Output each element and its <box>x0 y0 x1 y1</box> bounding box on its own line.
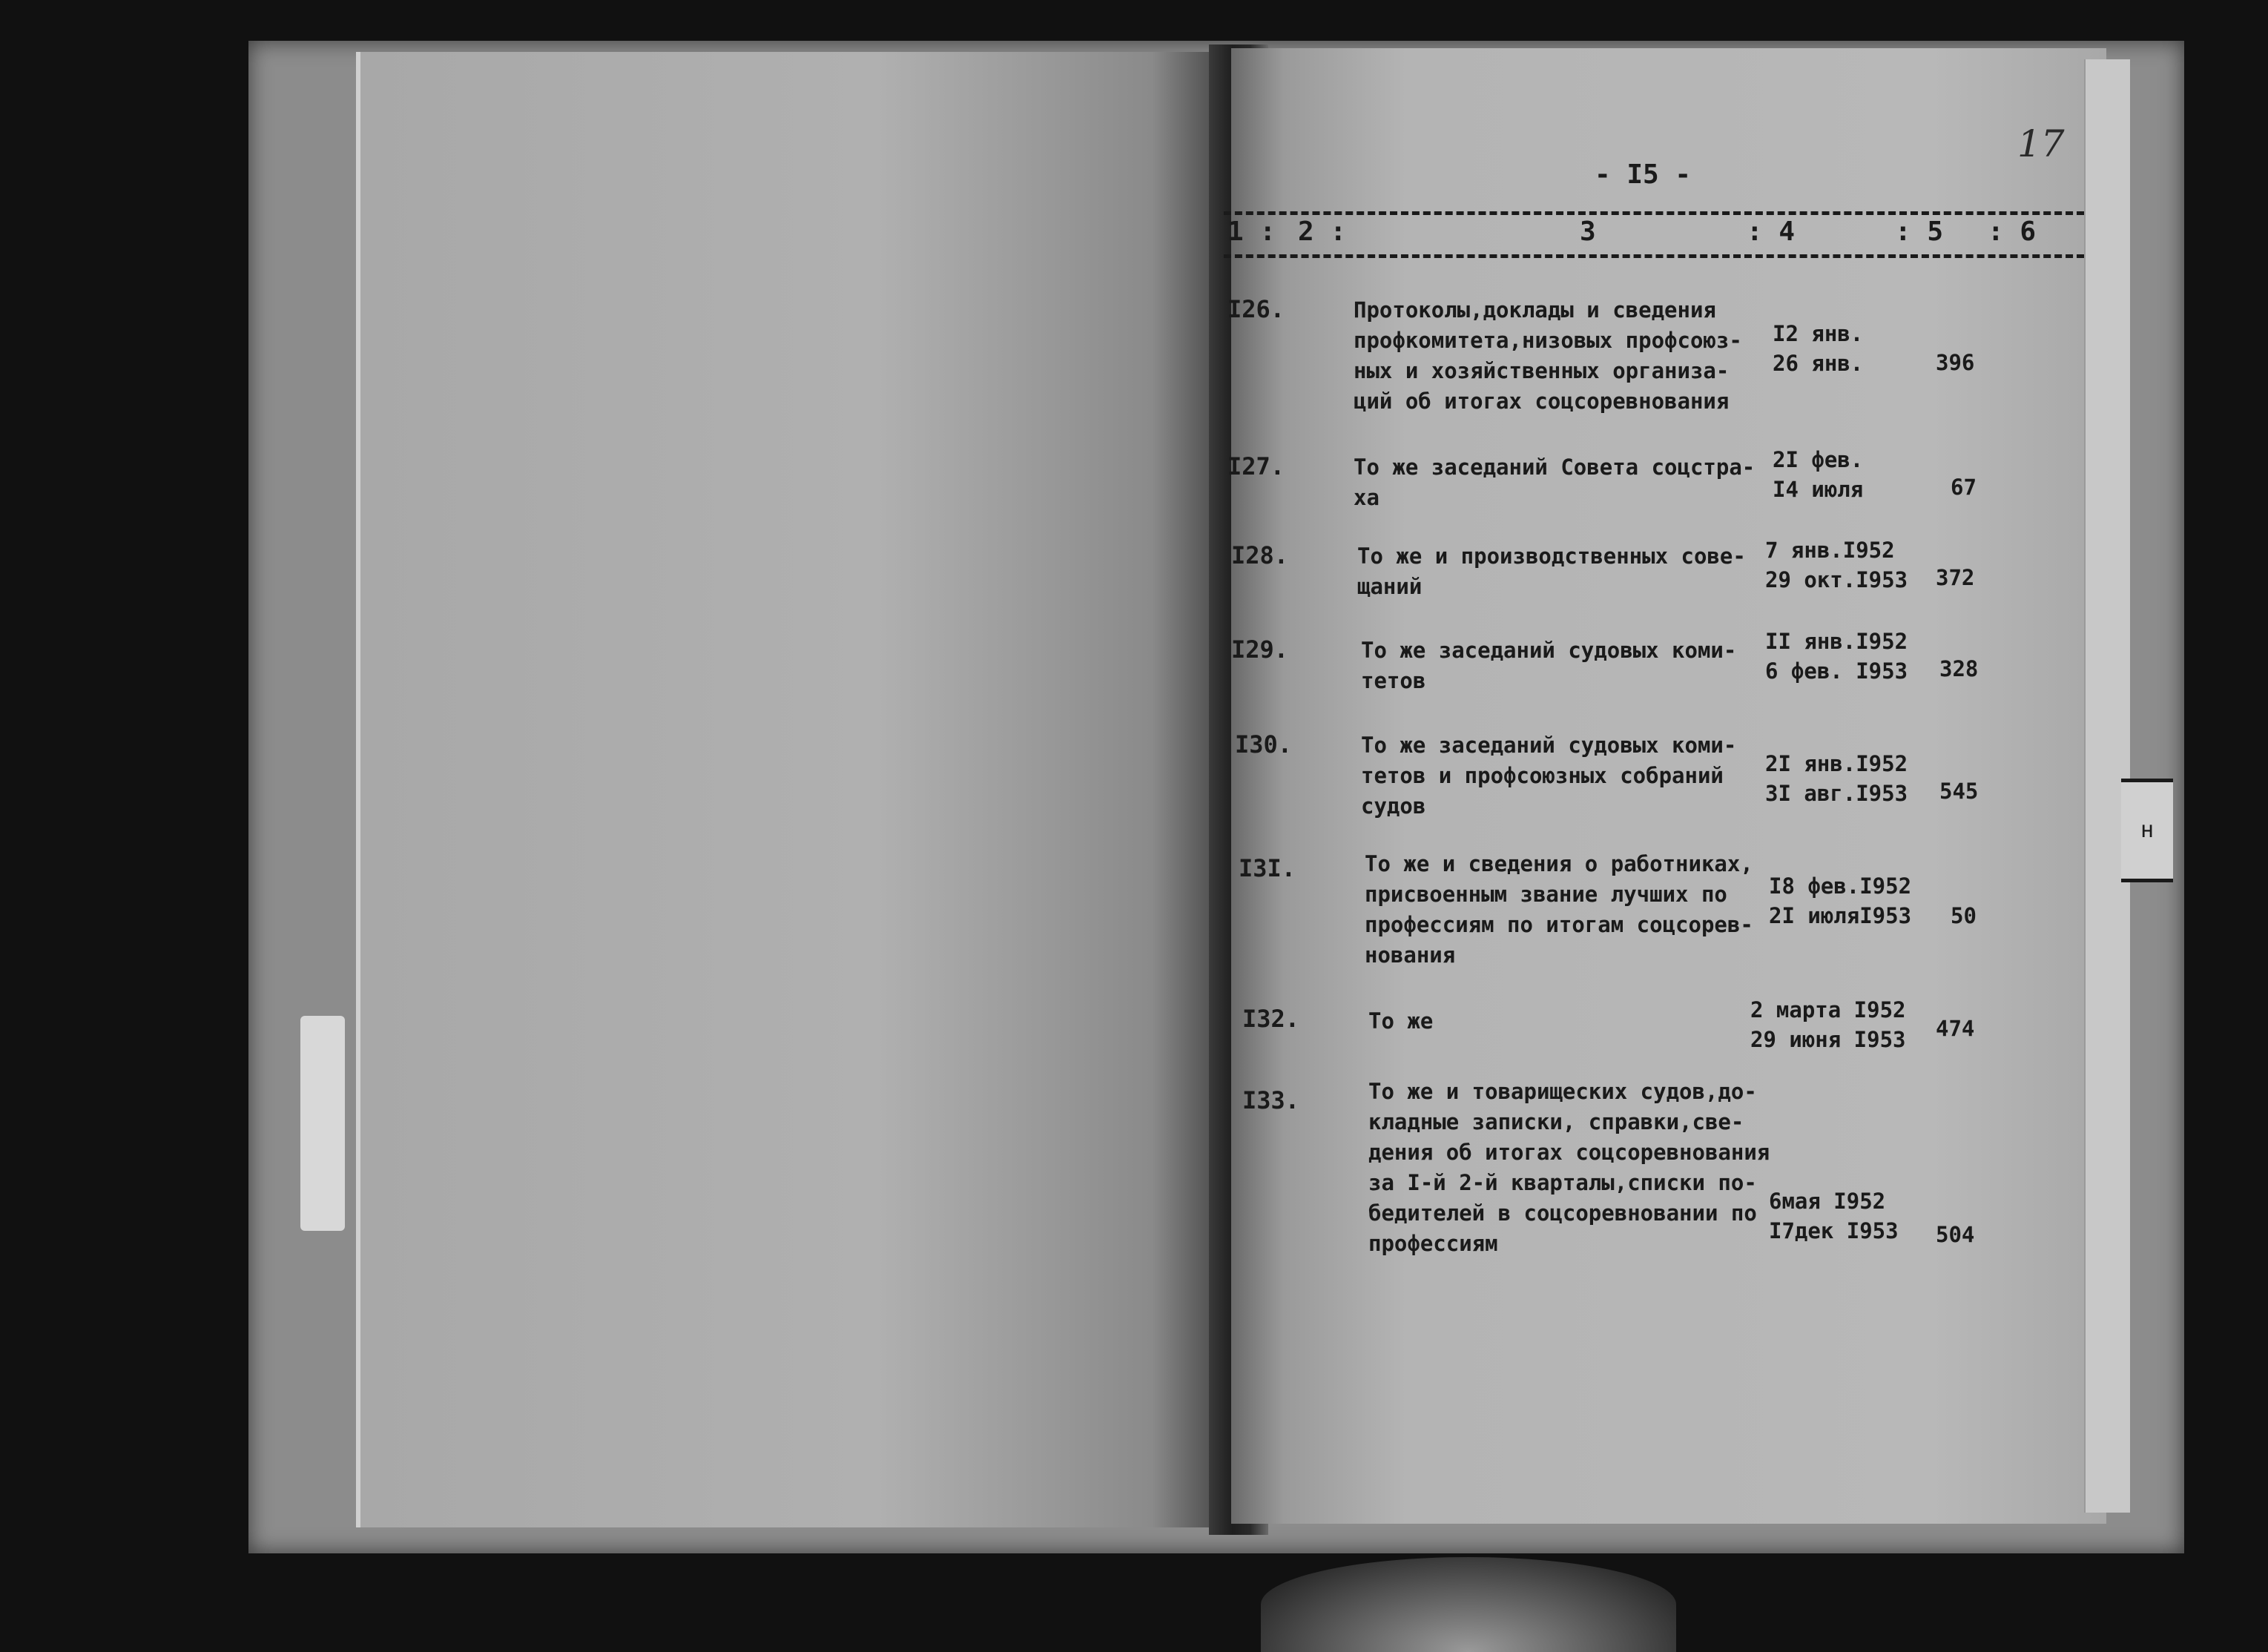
row-number: I26. <box>1227 295 1285 323</box>
paper-tab <box>300 1016 345 1231</box>
column-header-1: 1 : <box>1227 217 1276 247</box>
column-header-4: : 4 <box>1747 217 1796 247</box>
row-sheet-count: 328 <box>1939 656 1979 681</box>
row-dates: 2I янв.I952 3I авг.I953 <box>1765 751 1908 806</box>
row-number: I29. <box>1231 635 1289 664</box>
row-number: I32. <box>1242 1005 1300 1033</box>
column-header-2: 2 : <box>1298 217 1347 247</box>
row-number: I30. <box>1235 730 1293 759</box>
column-header-3: 3 <box>1580 217 1596 247</box>
row-description: То же <box>1368 1008 1434 1034</box>
row-description: То же заседаний судовых коми- тетов и профсоюзных собраний судов <box>1361 733 1737 819</box>
row-sheet-count: 396 <box>1936 350 1975 375</box>
column-header-6: : 6 <box>1988 217 2037 247</box>
row-description: То же и товарищеских судов,до- кладные записки, справки,све- дения об итогах соцсоревнования за I-й 2-й кварталы,списки по- бедителей в соцсоревновании по профессиям <box>1368 1079 1770 1256</box>
row-sheet-count: 474 <box>1936 1016 1975 1041</box>
row-description: То же заседаний судовых коми- тетов <box>1361 638 1737 693</box>
row-sheet-count: 67 <box>1951 475 1977 500</box>
side-mark-text: н <box>2140 817 2155 843</box>
row-dates: 2 марта I952 29 июня I953 <box>1750 997 1906 1052</box>
header-rule-bottom <box>1224 254 2084 258</box>
row-number: I27. <box>1227 452 1285 480</box>
row-dates: I2 янв. 26 янв. <box>1773 321 1864 376</box>
row-dates: 7 янв.I952 29 окт.I953 <box>1765 538 1908 592</box>
header-rule-top <box>1224 211 2084 215</box>
row-sheet-count: 504 <box>1936 1222 1975 1247</box>
folio-number: 17 <box>2017 122 2065 165</box>
column-header-5: : 5 <box>1895 217 1944 247</box>
holding-finger <box>1261 1557 1676 1652</box>
row-dates: II янв.I952 6 фев. I953 <box>1765 629 1908 684</box>
row-sheet-count: 545 <box>1939 779 1979 804</box>
row-dates: 2I фев. I4 июля <box>1773 447 1864 502</box>
row-number: I3I. <box>1239 854 1296 882</box>
row-number: I28. <box>1231 541 1289 569</box>
row-number: I33. <box>1242 1086 1300 1114</box>
side-marker <box>2121 779 2173 882</box>
left-page-bleedthrough <box>356 52 1221 1527</box>
row-description: Протоколы,доклады и сведения профкомитета,низовых профсоюз- ных и хозяйственных организа- ций об итогах соцсоревнования <box>1354 297 1742 414</box>
row-description: То же заседаний Совета соцстра- ха <box>1354 455 1756 510</box>
row-dates: 6мая I952 I7дек I953 <box>1769 1189 1899 1243</box>
row-sheet-count: 372 <box>1936 565 1975 590</box>
row-sheet-count: 50 <box>1951 903 1977 928</box>
row-dates: I8 фев.I952 2I июляI953 <box>1769 873 1912 928</box>
page-number: - I5 - <box>1595 159 1692 190</box>
row-description: То же и производственных сове- щаний <box>1357 543 1746 599</box>
row-description: То же и сведения о работниках, присвоенным звание лучших по профессиям по итогам соцсорев- нования <box>1365 851 1753 968</box>
